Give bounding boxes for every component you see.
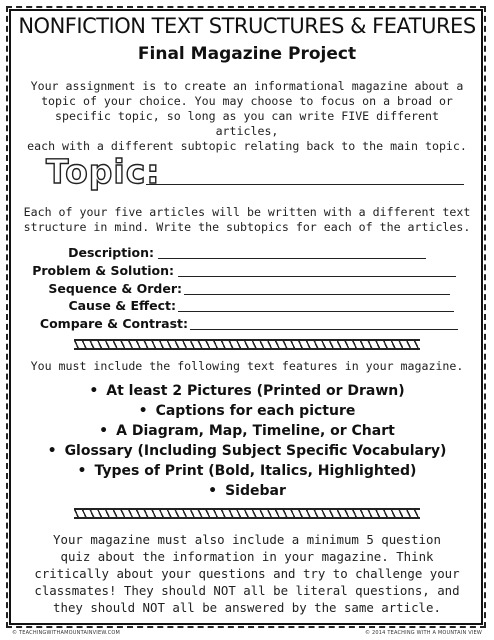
- page-subtitle: Final Magazine Project: [137, 44, 357, 64]
- structure-row-sequence-order: [0, 281, 494, 299]
- footer-copyright-left: © TEACHINGWITHAMOUNTAINVIEW.COM: [12, 630, 121, 636]
- bullet-icon: •: [89, 383, 99, 399]
- bullet-icon: •: [47, 443, 57, 459]
- structure-label: Cause & Effect:: [68, 298, 176, 313]
- features-list: [0, 381, 494, 501]
- list-item: [0, 381, 494, 401]
- structure-label: Sequence & Order:: [48, 281, 182, 296]
- structure-row-description: [0, 245, 494, 263]
- list-item: [0, 461, 494, 481]
- quiz-line: classmates! They should NOT all be literal questions, and: [34, 583, 460, 598]
- list-item: [0, 421, 494, 441]
- page-title: NONFICTION TEXT STRUCTURES & FEATURES: [18, 14, 476, 38]
- structure-label: Compare & Contrast:: [39, 316, 188, 331]
- intro-paragraph: [22, 79, 472, 154]
- quiz-line: quiz about the information in your magazine. Think: [60, 549, 434, 564]
- topic-row: [46, 152, 466, 196]
- structure-blank-line[interactable]: [178, 276, 456, 277]
- features-intro: You must include the following text features in your magazine.: [30, 359, 464, 373]
- structures-intro-line: structure in mind. Write the subtopics for each of the articles.: [23, 220, 471, 234]
- intro-line: specific topic, so long as you can write FIVE different articles,: [55, 109, 439, 138]
- intro-line: topic of your choice. You may choose to focus on a broad or: [41, 94, 453, 108]
- footer-copyright-right: © 2014 TEACHING WITH A MOUNTAIN VIEW: [365, 630, 482, 636]
- quiz-line: Your magazine must also include a minimum 5 question: [53, 532, 441, 547]
- structure-blank-line[interactable]: [178, 311, 454, 312]
- list-item: [0, 481, 494, 501]
- bullet-icon: •: [208, 483, 218, 499]
- structure-label: Problem & Solution:: [32, 263, 174, 278]
- structure-blank-line[interactable]: [190, 329, 458, 330]
- feature-text: Types of Print (Bold, Italics, Highlighted): [94, 463, 417, 479]
- feature-text: Glossary (Including Subject Specific Vocabulary): [64, 443, 447, 459]
- structure-label: Description:: [68, 245, 154, 260]
- quiz-paragraph: [22, 531, 472, 616]
- feature-text: Sidebar: [225, 483, 286, 499]
- structures-intro: [22, 205, 472, 235]
- structure-blank-line[interactable]: [158, 258, 426, 259]
- structure-row-compare-contrast: [0, 316, 494, 334]
- structures-intro-line: Each of your five articles will be written with a different text: [23, 205, 471, 219]
- topic-blank-line[interactable]: [146, 184, 464, 185]
- feature-text: Captions for each picture: [155, 403, 356, 419]
- quiz-line: critically about your questions and try to challenge your: [34, 566, 460, 581]
- structure-row-problem-solution: [0, 263, 494, 281]
- bullet-icon: •: [99, 423, 109, 439]
- bullet-icon: •: [77, 463, 87, 479]
- zigzag-divider: [74, 508, 420, 519]
- intro-line: Your assignment is to create an informational magazine about a: [30, 79, 464, 93]
- quiz-line: they should NOT all be answered by the same article.: [53, 600, 441, 615]
- list-item: [0, 441, 494, 461]
- bullet-icon: •: [138, 403, 148, 419]
- intro-line: each with a different subtopic relating back to the main topic.: [27, 139, 467, 153]
- feature-text: A Diagram, Map, Timeline, or Chart: [116, 423, 395, 439]
- structure-blank-line[interactable]: [184, 294, 450, 295]
- structure-row-cause-effect: [0, 298, 494, 316]
- zigzag-divider: [74, 339, 420, 350]
- list-item: [0, 401, 494, 421]
- topic-label: Topic:: [46, 152, 161, 191]
- feature-text: At least 2 Pictures (Printed or Drawn): [106, 383, 405, 399]
